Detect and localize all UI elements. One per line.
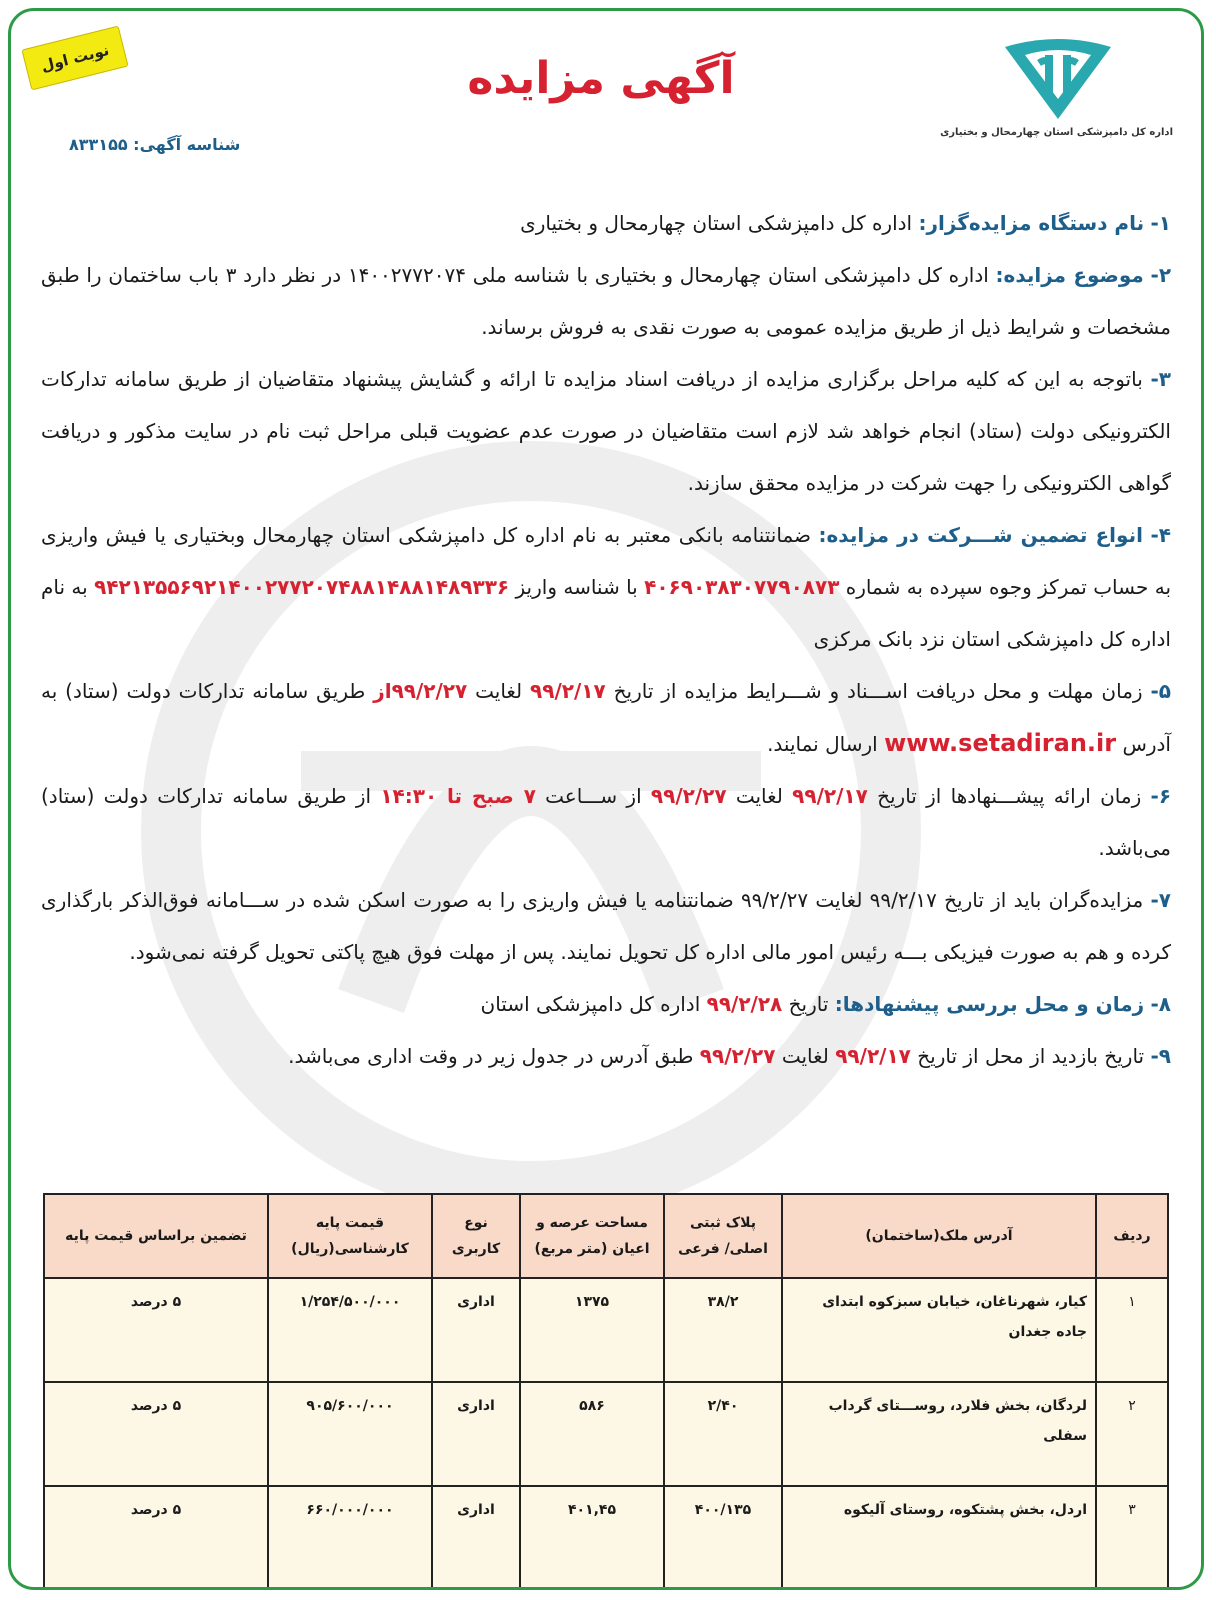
col-header-usage: نوع کاربری: [432, 1194, 520, 1278]
org-logo: [940, 33, 1173, 138]
table-header-row: [44, 1194, 1168, 1278]
deposit-id: ۹۴۲۱۳۵۵۶۹۲۱۴۰۰۲۷۷۲۰۷۴۸۸۱۴۸۸۱۴۸۹۳۳۶: [94, 575, 510, 599]
table-row: ۱ کیار، شهرناغان، خیابان سبزکوه ابتدای جاده جغدان ۳۸/۲ ۱۳۷۵ اداری ۱/۲۵۴/۵۰۰/۰۰۰ ۵ درصد: [44, 1278, 1168, 1382]
item-1: ۱- نام دستگاه مزایده‌گزار: اداره کل دامپزشکی استان چهارمحال و بختیاری: [520, 211, 1171, 235]
property-table: [43, 1193, 1169, 1590]
property-table-wrap: [43, 1193, 1169, 1590]
ad-id: شناسه آگهی: ۸۳۳۱۵۵: [69, 135, 241, 154]
col-header-base-price: قیمت پایه کارشناسی(ریال): [268, 1194, 432, 1278]
col-header-area: مساحت عرصه و اعیان (متر مربع): [520, 1194, 664, 1278]
item-2: ۲- موضوع مزایده: اداره کل دامپزشکی استان چهارمحال و بختیاری با شناسه ملی ۱۴۰۰۲۷۷۲۰۷۴ در نظر دارد ۳ باب ساختمان را طبق مشخصات و شرایط ذیل از طریق مزایده عمومی به صورت نقدی به فروش برساند.: [41, 263, 1172, 339]
item-8: ۸- زمان و محل بررسی پیشنهادها: تاریخ ۹۹/۲/۲۸ اداره کل دامپزشکی استان: [480, 992, 1171, 1016]
item-7: ۷- مزایده‌گران باید از تاریخ ۹۹/۲/۱۷ لغایت ۹۹/۲/۲۷ ضمانتنامه یا فیش واریزی را به صورت اسکن شده در ســـامانه فوق‌الذکر بارگذاری کرده و هم به صورت فیزیکی بـــه رئیس امور مالی اداره کل تحویل نمایند. پس از مهلت فوق هیچ پاکتی تحویل گرفته نمی‌شود.: [41, 888, 1172, 964]
col-header-row-no: ردیف: [1096, 1194, 1168, 1278]
col-header-address: آدرس ملک(ساختمان): [782, 1194, 1096, 1278]
item-3: ۳- باتوجه به این که کلیه مراحل برگزاری مزایده از دریافت اسناد مزایده تا ارائه و گشایش پیشنهاد متقاضیان از طریق سامانه تدارکات الکترونیکی دولت (ستاد) انجام خواهد شد لازم است متقاضیان در صورت عدم عضویت قبلی مراحل ثبت نام در سایت مذکور و دریافت گواهی الکترونیکی را جهت شرکت در مزایده محقق سازند.: [41, 367, 1171, 495]
vet-org-logo-icon: [999, 33, 1117, 121]
notice-title: آگهی مزایده: [467, 53, 735, 104]
item-4: ۴- انواع تضمین شـــرکت در مزایده: ضمانتنامه بانکی معتبر به نام اداره کل دامپزشکی استان چهارمحال وبختیاری یا فیش واریزی به حساب تمرکز وجوه سپرده به شماره ۴۰۶۹۰۳۸۳۰۷۷۹۰۸۷۳ با شناسه واریز ۹۴۲۱۳۵۵۶۹۲۱۴۰۰۲۷۷۲۰۷۴۸۸۱۴۸۸۱۴۸۹۳۳۶ به نام اداره کل دامپزشکی استان نزد بانک مرکزی: [41, 523, 1172, 651]
col-header-guarantee: تضمین براساس قیمت پایه: [44, 1194, 268, 1278]
org-caption: اداره کل دامپزشکی استان چهارمحال و بختیاری: [940, 127, 1173, 138]
first-round-badge: نوبت اول: [21, 26, 128, 91]
col-header-plaque: پلاک ثبتی اصلی/ فرعی: [664, 1194, 782, 1278]
notice-body: [41, 197, 1171, 1082]
item-9: ۹- تاریخ بازدید از محل از تاریخ ۹۹/۲/۱۷ لغایت ۹۹/۲/۲۷ طبق آدرس در جدول زیر در وقت اداری می‌باشد.: [288, 1044, 1171, 1068]
item-6: ۶- زمان ارائه پیشـــنهادها از تاریخ ۹۹/۲/۱۷ لغایت ۹۹/۲/۲۷ از ســـاعت ۷ صبح تا ۱۴:۳۰ از طریق سامانه تدارکات دولت (ستاد) می‌باشد.: [41, 784, 1172, 860]
seta-link[interactable]: www.setadiran.ir: [884, 729, 1117, 757]
notice-frame: [8, 8, 1204, 1590]
account-number: ۴۰۶۹۰۳۸۳۰۷۷۹۰۸۷۳: [644, 575, 840, 599]
table-row: ۲ لردگان، بخش فلارد، روســـتای گرداب سفلی ۲/۴۰ ۵۸۶ اداری ۹۰۵/۶۰۰/۰۰۰ ۵ درصد: [44, 1382, 1168, 1486]
table-row: ۳ اردل، بخش پشتکوه، روستای آلیکوه ۴۰۰/۱۳۵ ۴۰۱,۴۵ اداری ۶۶۰/۰۰۰/۰۰۰ ۵ درصد: [44, 1486, 1168, 1590]
item-5: ۵- زمان مهلت و محل دریافت اســـناد و شـــرایط مزایده از تاریخ ۹۹/۲/۱۷ لغایت ۹۹/۲/۲۷از طریق سامانه تدارکات دولت (ستاد) به آدرس www.setadiran.ir ارسال نمایند.: [41, 679, 1172, 757]
